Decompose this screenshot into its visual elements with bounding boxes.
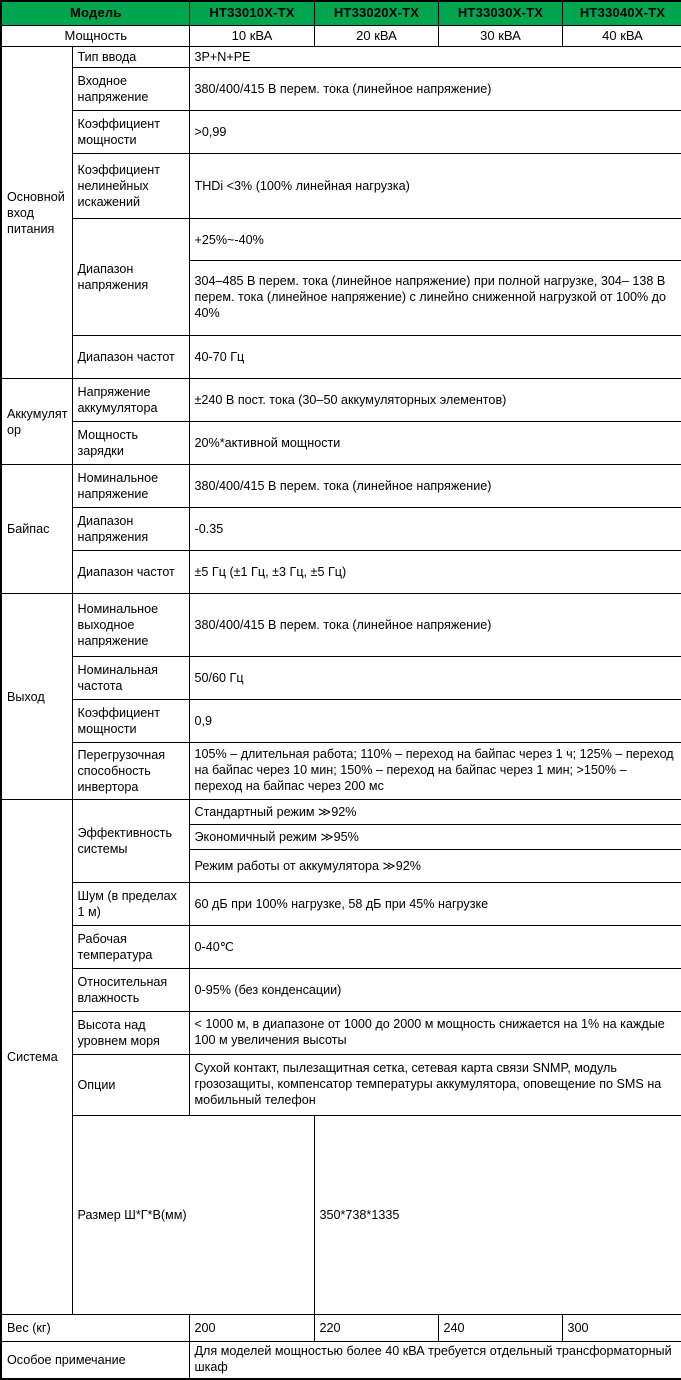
power-value-1: 10 кВА <box>189 25 314 47</box>
row-value-efficiency-2: Экономичный режим ≫95% <box>189 825 681 850</box>
table-row <box>1 422 681 465</box>
table-row <box>1 700 681 743</box>
group-label-output: Выход <box>1 594 72 800</box>
table-row <box>1 68 681 111</box>
header-model-2: HT33020X-TX <box>314 1 438 25</box>
group-label-bypass: Байпас <box>1 465 72 594</box>
table-row <box>1 657 681 700</box>
table-row <box>1 154 681 219</box>
row-value-power-factor-in: >0,99 <box>189 111 681 154</box>
row-value-voltage-range-2: 304–485 В перем. тока (линейное напряжение) при полной нагрузке, 304– 138 В перем. тока (линейное напряжение) с линейно сниженной нагрузкой от 100% до 40% <box>189 261 681 336</box>
row-label-power-factor-in: Коэффициент мощности <box>72 111 189 154</box>
table-row <box>1 379 681 422</box>
table-row <box>1 465 681 508</box>
row-label-bypass-freq-range: Диапазон частот <box>72 551 189 594</box>
group-label-system: Система <box>1 800 72 1314</box>
row-label-battery-voltage: Напряжение аккумулятора <box>72 379 189 422</box>
row-value-bypass-nominal: 380/400/415 В перем. тока (линейное напряжение) <box>189 465 681 508</box>
row-value-freq-range-in: 40-70 Гц <box>189 336 681 379</box>
row-value-charge-power: 20%*активной мощности <box>189 422 681 465</box>
table-row <box>1 926 681 969</box>
table-row <box>1 25 681 47</box>
header-model-3: HT33030X-TX <box>438 1 562 25</box>
row-value-options: Сухой контакт, пылезащитная сетка, сетевая карта связи SNMP, модуль грозозащиты, компенсатор температуры аккумулятора, оповещение по SMS на мобильный телефон <box>189 1055 681 1116</box>
row-value-noise: 60 дБ при 100% нагрузке, 58 дБ при 45% нагрузке <box>189 883 681 926</box>
row-value-temperature: 0-40℃ <box>189 926 681 969</box>
row-label-options: Опции <box>72 1055 189 1116</box>
table-header-row <box>1 1 681 25</box>
row-value-weight-3: 240 <box>438 1314 562 1341</box>
row-value-efficiency-3: Режим работы от аккумулятора ≫92% <box>189 850 681 883</box>
row-value-bypass-voltage-range: -0.35 <box>189 508 681 551</box>
row-label-out-nominal-voltage: Номинальное выходное напряжение <box>72 594 189 657</box>
table-row <box>1 1341 681 1378</box>
table-row <box>1 1012 681 1055</box>
row-label-humidity: Относительная влажность <box>72 969 189 1012</box>
row-label-charge-power: Мощность зарядки <box>72 422 189 465</box>
table-row <box>1 1314 681 1341</box>
row-value-thd: THDi <3% (100% линейная нагрузка) <box>189 154 681 219</box>
row-value-input-type: 3P+N+PE <box>189 47 681 68</box>
row-label-input-voltage: Входное напряжение <box>72 68 189 111</box>
table-row <box>1 1055 681 1116</box>
row-label-out-power-factor: Коэффициент мощности <box>72 700 189 743</box>
row-value-altitude: < 1000 м, в диапазоне от 1000 до 2000 м мощность снижается на 1% на каждые 100 м увеличения высоты <box>189 1012 681 1055</box>
power-value-4: 40 кВА <box>562 25 681 47</box>
group-label-battery: Аккумулятор <box>1 379 72 465</box>
row-value-weight-4: 300 <box>562 1314 681 1341</box>
row-label-out-nominal-freq: Номинальная частота <box>72 657 189 700</box>
header-model-label: Модель <box>1 1 189 25</box>
row-label-voltage-range: Диапазон напряжения <box>72 219 189 336</box>
table-row <box>1 111 681 154</box>
table-row <box>1 800 681 825</box>
power-label: Мощность <box>1 25 189 47</box>
row-value-dimensions-span: 350*738*1335 <box>314 1116 681 1314</box>
row-value-efficiency-1: Стандартный режим ≫92% <box>189 800 681 825</box>
header-model-4: HT33040X-TX <box>562 1 681 25</box>
row-value-input-voltage: 380/400/415 В перем. тока (линейное напряжение) <box>189 68 681 111</box>
row-label-freq-range-in: Диапазон частот <box>72 336 189 379</box>
table-row <box>1 219 681 261</box>
row-label-weight: Вес (кг) <box>1 1314 189 1341</box>
row-label-input-type: Тип ввода <box>72 47 189 68</box>
row-label-efficiency: Эффективность системы <box>72 800 189 883</box>
row-label-noise: Шум (в пределах 1 м) <box>72 883 189 926</box>
row-label-altitude: Высота над уровнем моря <box>72 1012 189 1055</box>
row-value-out-nominal-freq: 50/60 Гц <box>189 657 681 700</box>
row-value-out-power-factor: 0,9 <box>189 700 681 743</box>
row-value-weight-2: 220 <box>314 1314 438 1341</box>
row-value-weight-1: 200 <box>189 1314 314 1341</box>
row-value-bypass-freq-range: ±5 Гц (±1 Гц, ±3 Гц, ±5 Гц) <box>189 551 681 594</box>
row-label-bypass-nominal: Номинальное напряжение <box>72 465 189 508</box>
group-label-main-input: Основной вход питания <box>1 47 72 379</box>
power-value-2: 20 кВА <box>314 25 438 47</box>
table-row <box>1 508 681 551</box>
table-row <box>1 551 681 594</box>
table-row <box>1 883 681 926</box>
row-value-overload: 105% – длительная работа; 110% – переход на байпас через 1 ч; 125% – переход на байпас через 10 мин; 150% – переход на байпас через 1 мин; >150% – переход на байпас через 200 мс <box>189 743 681 800</box>
table-row <box>1 1116 681 1314</box>
row-label-bypass-voltage-range: Диапазон напряжения <box>72 508 189 551</box>
row-label-dimensions: Размер Ш*Г*В(мм) <box>72 1116 314 1314</box>
power-value-3: 30 кВА <box>438 25 562 47</box>
row-value-humidity: 0-95% (без конденсации) <box>189 969 681 1012</box>
row-label-overload: Перегрузочная способность инвертора <box>72 743 189 800</box>
row-value-out-nominal-voltage: 380/400/415 В перем. тока (линейное напряжение) <box>189 594 681 657</box>
header-model-1: HT33010X-TX <box>189 1 314 25</box>
table-row <box>1 336 681 379</box>
row-value-voltage-range-1: +25%~-40% <box>189 219 681 261</box>
table-row <box>1 594 681 657</box>
row-value-special-note: Для моделей мощностью более 40 кВА требуется отдельный трансформаторный шкаф <box>189 1341 681 1378</box>
table-row <box>1 969 681 1012</box>
row-value-battery-voltage: ±240 В пост. тока (30–50 аккумуляторных элементов) <box>189 379 681 422</box>
row-label-thd: Коэффициент нелинейных искажений <box>72 154 189 219</box>
table-row <box>1 743 681 800</box>
row-label-temperature: Рабочая температура <box>72 926 189 969</box>
table-row <box>1 47 681 68</box>
row-label-special-note: Особое примечание <box>1 1341 189 1378</box>
